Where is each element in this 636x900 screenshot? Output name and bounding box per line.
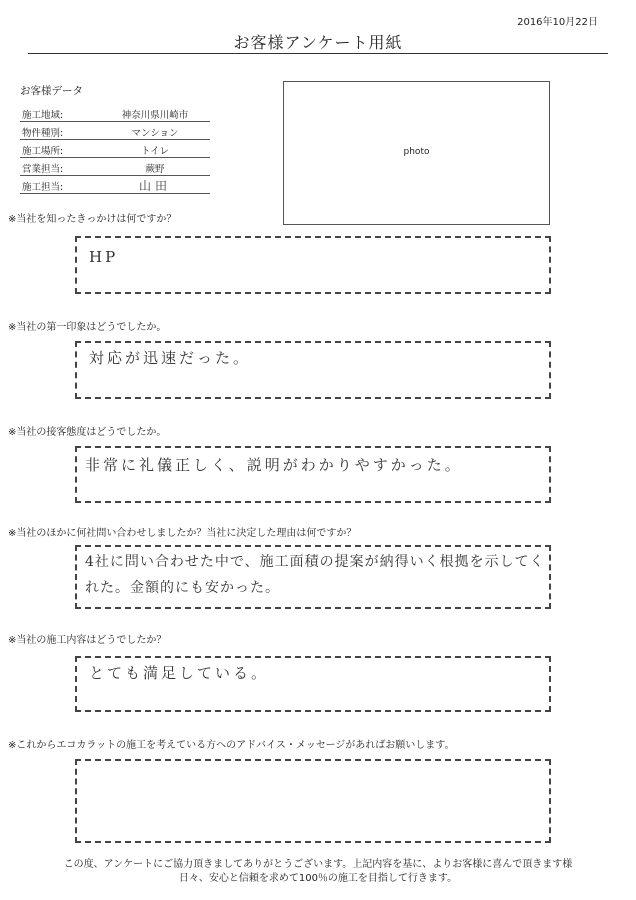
question-1: ※当社を知ったきっかけは何ですか？ [8, 214, 177, 225]
row-value: トイレ [140, 146, 170, 157]
title-underline [28, 53, 608, 54]
row-value: 神奈川県川崎市 [121, 110, 189, 121]
answer-3: 非常に礼儀正しく、説明がわかりやすかった。 [85, 456, 463, 474]
question-3: ※当社の接客態度はどうでしたか。 [8, 427, 167, 438]
customer-row-property-type [20, 123, 210, 140]
survey-date: 2016年10月22日 [517, 17, 598, 28]
answer-box-4 [75, 545, 551, 609]
answer-4: 4社に問い合わせた中で、施工面積の提案が納得いく根拠を示してくれた。金額的にも安かった。 [85, 554, 545, 596]
row-value: 蕨野 [145, 164, 165, 175]
answer-2: 対応が迅速だった。 [89, 349, 252, 367]
row-label: 物件種別: [22, 128, 64, 139]
customer-row-location [20, 141, 210, 158]
row-label: 施工地域: [22, 110, 64, 121]
question-2: ※当社の第一印象はどうでしたか。 [8, 322, 167, 333]
page-title: お客様アンケート用紙 [233, 33, 403, 52]
customer-row-area [20, 105, 210, 122]
answer-5: とても満足している。 [89, 664, 270, 682]
answer-box-5 [75, 656, 551, 712]
answer-box-6 [75, 759, 551, 843]
row-label: 施工場所: [22, 146, 64, 157]
photo-placeholder [283, 81, 550, 225]
question-6: ※これからエコカラットの施工を考えている方へのアドバイス・メッセージがあればお願いします。 [8, 740, 455, 751]
row-label: 営業担当: [22, 164, 64, 175]
customer-row-sales [20, 159, 210, 176]
question-5: ※当社の施工内容はどうでしたか？ [8, 635, 167, 646]
photo-label: photo [403, 147, 430, 157]
row-label: 施工担当: [22, 182, 64, 193]
answer-1: HP [89, 248, 119, 266]
customer-row-installer [20, 177, 210, 194]
question-4: ※当社のほかに何社問い合わせしましたか？当社に決定した理由は何ですか？ [8, 528, 357, 539]
answer-box-2 [75, 341, 551, 399]
customer-data-heading: お客様データ [20, 85, 83, 97]
footer-line-2: 日々、安心と信頼を求めて100％の施工を目指して行きます。 [178, 873, 458, 884]
footer-line-1: この度、アンケートにご協力頂きましてありがとうございます。上記内容を基に、よりお客様に喜んで頂きます様 [63, 859, 573, 870]
row-value: マンション [131, 128, 179, 139]
answer-box-1 [75, 236, 551, 294]
row-value-handwritten: 山田 [138, 179, 171, 193]
answer-box-3 [75, 446, 551, 503]
